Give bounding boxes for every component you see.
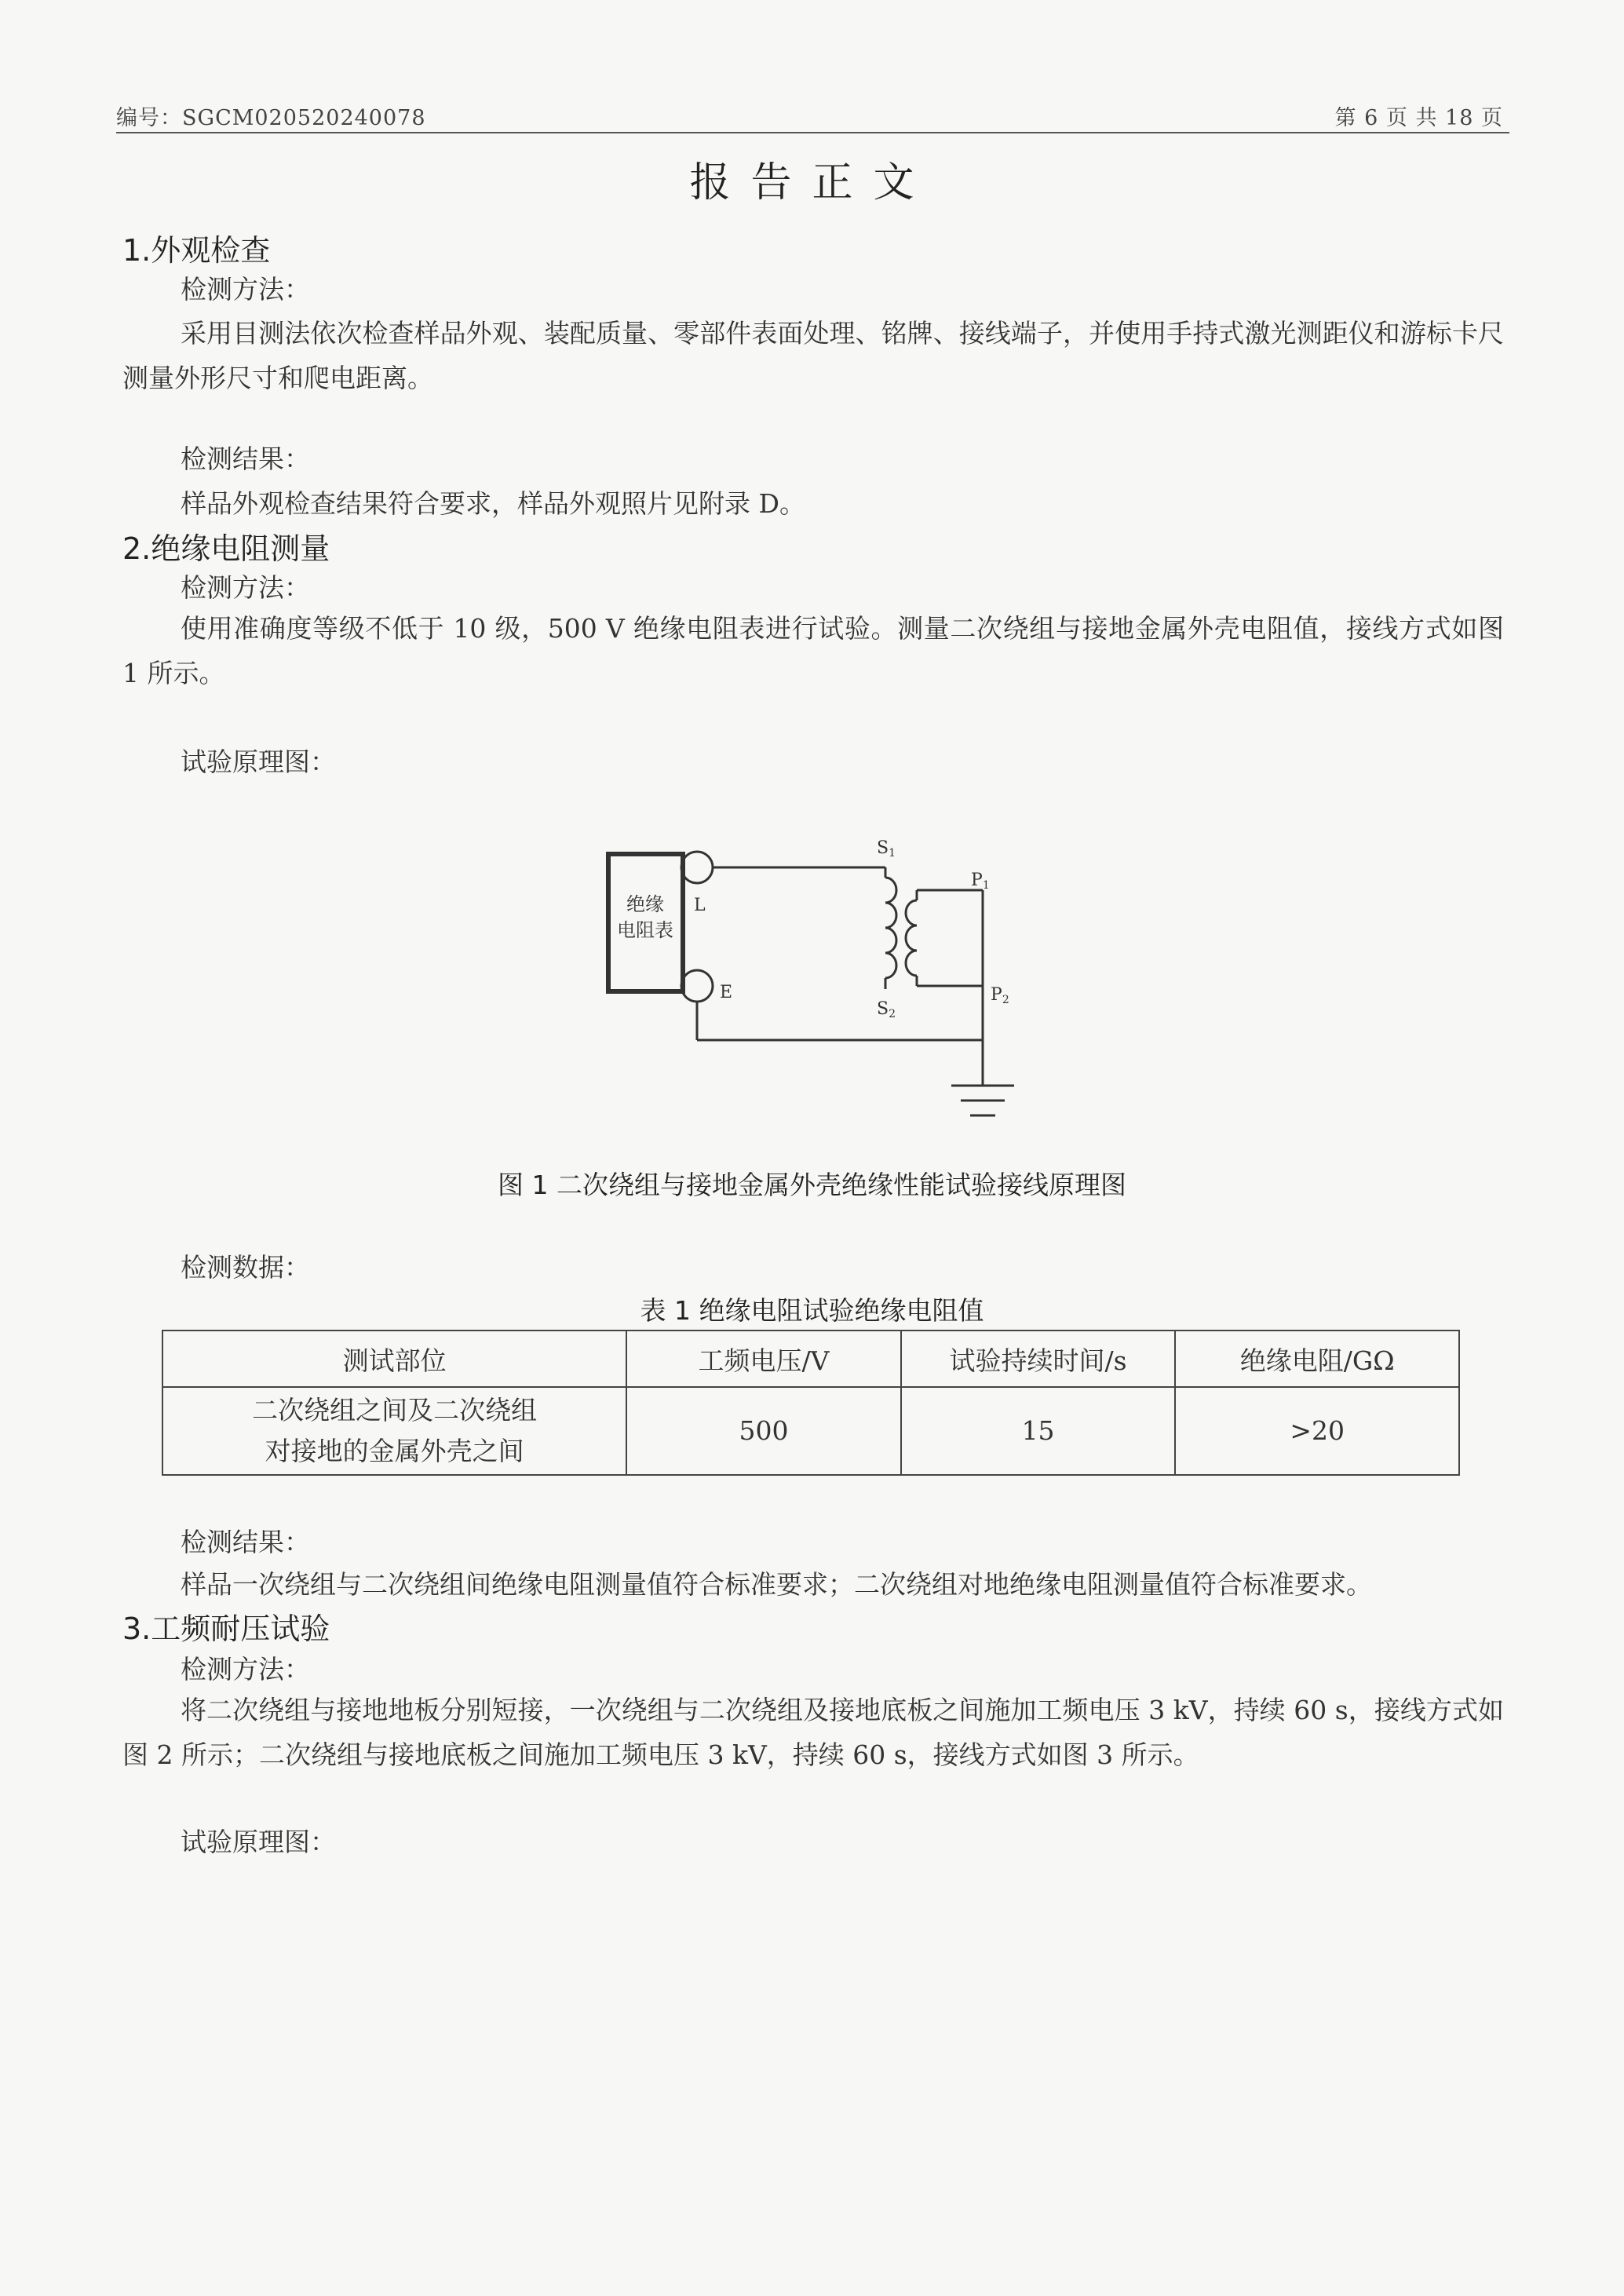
section1-result-label: 检测结果： (181, 444, 310, 474)
section3-method-label: 检测方法： (181, 1654, 310, 1685)
p1-label: P1 (971, 871, 990, 892)
table-cell-resistance: >20 (1175, 1387, 1459, 1475)
table-header-cell: 试验持续时间/s (901, 1331, 1176, 1387)
section1-method-label: 检测方法： (181, 274, 310, 305)
section2-heading: 2.绝缘电阻测量 (122, 531, 330, 566)
section3-heading: 3.工频耐压试验 (122, 1612, 330, 1646)
s2-label: S2 (877, 999, 896, 1020)
section2-method-label: 检测方法： (181, 572, 310, 603)
terminal-l-label: L (694, 896, 706, 915)
section2-result-label: 检测结果： (181, 1527, 310, 1557)
section2-data-label: 检测数据： (181, 1252, 310, 1283)
table-cell-duration: 15 (901, 1387, 1176, 1475)
table-cell-part (162, 1387, 626, 1475)
table-row (162, 1387, 1459, 1475)
section1-heading: 1.外观检查 (122, 233, 271, 268)
part-line2: 对接地的金属外壳之间 (265, 1436, 524, 1466)
table-header-cell: 测试部位 (162, 1331, 626, 1387)
section1-method-text: 采用目测法依次检查样品外观、装配质量、零部件表面处理、铭牌、接线端子，并使用手持式激光测距仪和游标卡尺测量外形尺寸和爬电距离。 (122, 318, 1504, 393)
secondary-winding (885, 878, 896, 978)
terminal-l (681, 852, 713, 883)
s1-label: S1 (877, 838, 896, 860)
meter-label-line2: 电阻表 (617, 919, 673, 941)
terminal-e (681, 970, 713, 1002)
section2-result-text: 样品一次绕组与二次绕组间绝缘电阻测量值符合标准要求；二次绕组对地绝缘电阻测量值符合标准要求。 (181, 1569, 1372, 1600)
section1-result-text: 样品外观检查结果符合要求，样品外观照片见附录 D。 (181, 488, 805, 519)
page-info: 第 6 页 共 18 页 (1334, 106, 1503, 130)
document-number: 编号：SGCM020520240078 (116, 106, 426, 130)
p2-label: P2 (991, 985, 1009, 1006)
header-rule (116, 132, 1509, 133)
figure1-wiring-diagram (581, 832, 1036, 1146)
figure1-caption: 图 1 二次绕组与接地金属外壳绝缘性能试验接线原理图 (498, 1170, 1126, 1200)
table-header-cell: 工频电压/V (626, 1331, 901, 1387)
section3-diagram-label: 试验原理图： (181, 1827, 336, 1857)
report-title: 报告正文 (689, 159, 935, 206)
table1-caption: 表 1 绝缘电阻试验绝缘电阻值 (640, 1295, 984, 1326)
primary-winding (906, 900, 917, 976)
table-header-cell: 绝缘电阻/GΩ (1175, 1331, 1459, 1387)
section3-method-text: 将二次绕组与接地地板分别短接，一次绕组与二次绕组及接地底板之间施加工频电压 3 kV，持续 60 s，接线方式如图 2 所示；二次绕组与接地底板之间施加工频电压 3 kV，持续 60 s，接线方式如图 3 所示。 (122, 1695, 1504, 1770)
section2-method-text: 使用准确度等级不低于 10 级，500 V 绝缘电阻表进行试验。测量二次绕组与接地金属外壳电阻值，接线方式如图 1 所示。 (122, 613, 1504, 688)
section2-diagram-label: 试验原理图： (181, 746, 336, 777)
table-header-row (162, 1331, 1459, 1387)
part-line1: 二次绕组之间及二次绕组 (252, 1395, 538, 1425)
terminal-e-label: E (720, 983, 733, 1002)
meter-label-line1: 绝缘 (626, 893, 664, 915)
table-cell-voltage: 500 (626, 1387, 901, 1475)
table1 (162, 1330, 1460, 1476)
